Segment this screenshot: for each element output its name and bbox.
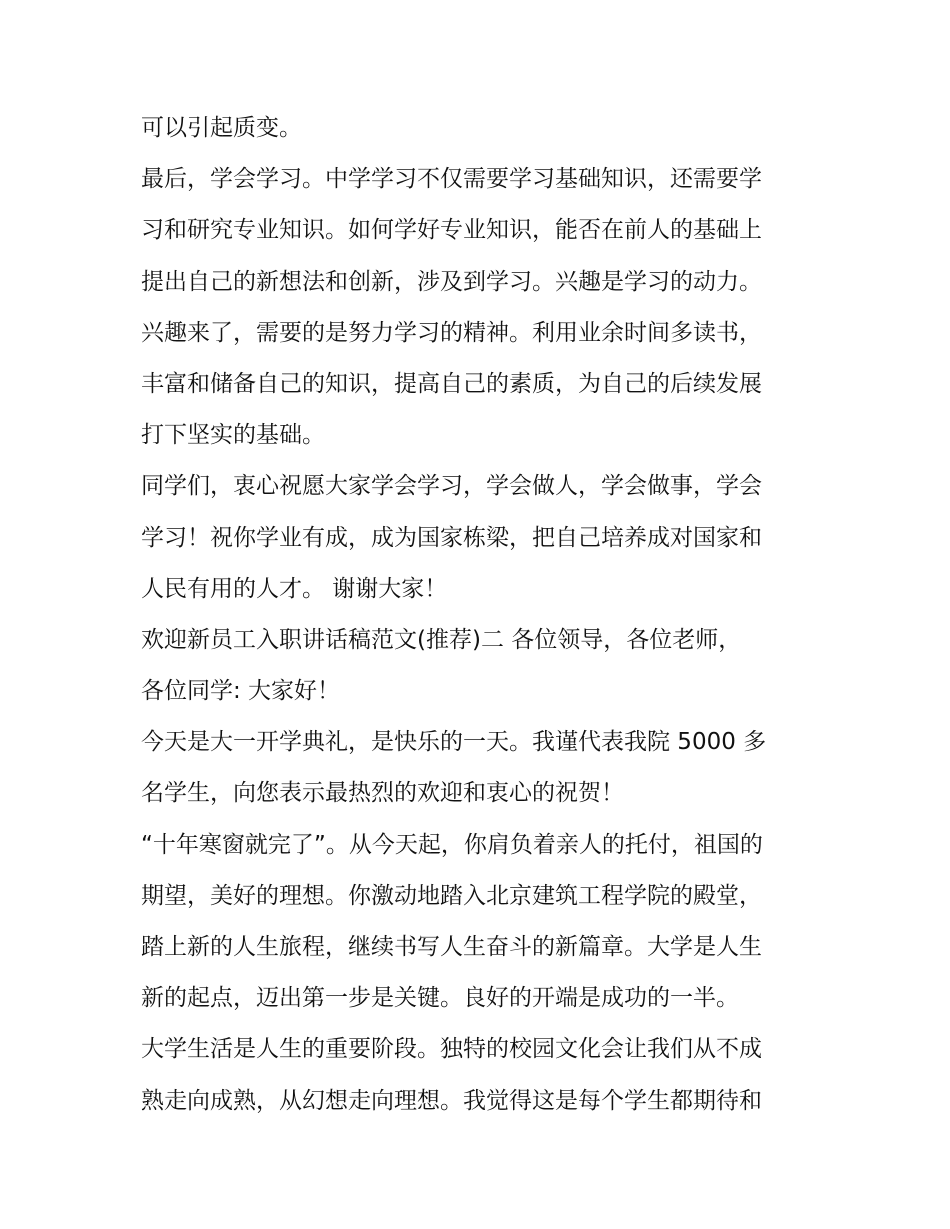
text-line: 打下坚实的基础。 [141,422,325,449]
text-line: 习和研究专业知识。如何学好专业知识，能否在前人的基础上 [141,217,762,244]
text-line: 学习！祝你学业有成，成为国家栋梁，把自己培养成对国家和 [141,524,762,551]
text-line: 可以引起质变。 [141,115,302,141]
text-line: 期望，美好的理想。你激动地踏入北京建筑工程学院的殿堂， [141,882,762,909]
text-line: 人民有用的人才。 谢谢大家！ [141,575,448,602]
text-line: 新的起点，迈出第一步是关键。良好的开端是成功的一半。 [141,985,739,1012]
text-line: 兴趣来了，需要的是努力学习的精神。利用业余时间多读书， [141,319,762,346]
text-line: 大学生活是人生的重要阶段。独特的校园文化会让我们从不成 [141,1036,762,1063]
document-body [141,103,821,1127]
text-line: 名学生，向您表示最热烈的欢迎和衷心的祝贺！ [141,780,624,807]
text-line: 各位同学: 大家好！ [141,678,341,705]
text-line: 提出自己的新想法和创新，涉及到学习。兴趣是学习的动力。 [141,268,762,295]
text-line: 今天是大一开学典礼，是快乐的一天。我谨代表我院 5000 多 [141,729,767,756]
text-line: 丰富和储备自己的知识，提高自己的素质，为自己的后续发展 [141,370,762,397]
text-line: 最后，学会学习。中学学习不仅需要学习基础知识，还需要学 [141,166,762,193]
text-line: 踏上新的人生旅程，继续书写人生奋斗的新篇章。大学是人生 [141,934,762,960]
text-line: 熟走向成熟，从幻想走向理想。我觉得这是每个学生都期待和 [141,1087,762,1114]
text-line: 欢迎新员工入职讲话稿范文(推荐)二 各位领导，各位老师， [141,626,742,653]
text-line: “十年寒窗就完了”。从今天起，你肩负着亲人的托付，祖国的 [141,831,763,858]
text-line: 同学们，衷心祝愿大家学会学习，学会做人，学会做事，学会 [141,473,762,500]
